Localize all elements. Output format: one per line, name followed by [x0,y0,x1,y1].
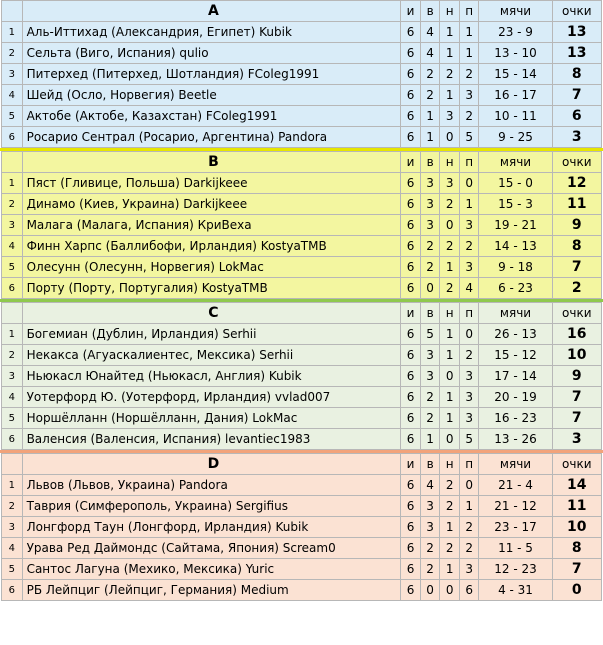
points-cell: 2 [552,278,601,299]
wins-cell: 4 [420,43,440,64]
position-cell: 6 [2,429,23,450]
games-cell: 6 [401,127,421,148]
table-row [2,257,602,278]
points-cell: 16 [552,324,601,345]
team-cell: Урава Ред Даймондс (Сайтама, Япония) Scream0 [22,538,401,559]
column-header-losses: п [459,454,479,475]
draws-cell: 0 [440,580,460,601]
games-cell: 6 [401,278,421,299]
goals-cell: 6 - 23 [479,278,552,299]
games-cell: 6 [401,345,421,366]
column-header-draws: н [440,152,460,173]
goals-cell: 15 - 0 [479,173,552,194]
table-row [2,64,602,85]
group-name: A [22,1,401,22]
column-header-draws: н [440,303,460,324]
wins-cell: 2 [420,538,440,559]
column-header-losses: п [459,152,479,173]
points-cell: 13 [552,43,601,64]
losses-cell: 3 [459,387,479,408]
goals-cell: 15 - 14 [479,64,552,85]
position-cell: 6 [2,278,23,299]
team-cell: Олесунн (Олесунн, Норвегия) LokMac [22,257,401,278]
points-cell: 0 [552,580,601,601]
points-cell: 8 [552,64,601,85]
points-cell: 12 [552,173,601,194]
column-header-losses: п [459,1,479,22]
goals-cell: 14 - 13 [479,236,552,257]
goals-cell: 19 - 21 [479,215,552,236]
points-cell: 13 [552,22,601,43]
wins-cell: 2 [420,85,440,106]
table-row [2,408,602,429]
losses-cell: 0 [459,324,479,345]
position-cell: 2 [2,43,23,64]
wins-cell: 1 [420,106,440,127]
goals-cell: 17 - 14 [479,366,552,387]
losses-cell: 3 [459,85,479,106]
group-name: B [22,152,401,173]
games-cell: 6 [401,580,421,601]
header-blank-cell [2,152,23,173]
goals-cell: 15 - 3 [479,194,552,215]
position-cell: 1 [2,173,23,194]
games-cell: 6 [401,559,421,580]
wins-cell: 2 [420,387,440,408]
table-row [2,387,602,408]
position-cell: 1 [2,22,23,43]
losses-cell: 6 [459,580,479,601]
losses-cell: 1 [459,496,479,517]
table-row [2,559,602,580]
points-cell: 9 [552,366,601,387]
wins-cell: 3 [420,215,440,236]
draws-cell: 1 [440,85,460,106]
wins-cell: 3 [420,366,440,387]
draws-cell: 2 [440,64,460,85]
games-cell: 6 [401,366,421,387]
points-cell: 7 [552,257,601,278]
draws-cell: 1 [440,408,460,429]
draws-cell: 2 [440,194,460,215]
draws-cell: 0 [440,429,460,450]
wins-cell: 2 [420,257,440,278]
wins-cell: 4 [420,22,440,43]
losses-cell: 4 [459,278,479,299]
position-cell: 2 [2,496,23,517]
games-cell: 6 [401,429,421,450]
table-row [2,215,602,236]
points-cell: 9 [552,215,601,236]
table-row [2,345,602,366]
draws-cell: 1 [440,257,460,278]
table-row [2,429,602,450]
position-cell: 5 [2,257,23,278]
position-cell: 6 [2,580,23,601]
games-cell: 6 [401,194,421,215]
header-blank-cell [2,1,23,22]
column-header-draws: н [440,454,460,475]
group-name: D [22,454,401,475]
wins-cell: 2 [420,236,440,257]
column-header-games: и [401,454,421,475]
points-cell: 6 [552,106,601,127]
group-header-row [2,152,602,173]
team-cell: Лонгфорд Таун (Лонгфорд, Ирландия) Kubik [22,517,401,538]
team-cell: Уотерфорд Ю. (Уотерфорд, Ирландия) vvlad007 [22,387,401,408]
position-cell: 6 [2,127,23,148]
column-header-points: очки [552,303,601,324]
points-cell: 10 [552,517,601,538]
team-cell: Таврия (Симферополь, Украина) Sergifius [22,496,401,517]
draws-cell: 3 [440,173,460,194]
points-cell: 11 [552,496,601,517]
table-row [2,580,602,601]
table-row [2,22,602,43]
draws-cell: 2 [440,236,460,257]
team-cell: Норшёлланн (Норшёлланн, Дания) LokMac [22,408,401,429]
group-table-d [1,453,602,601]
column-header-wins: в [420,454,440,475]
games-cell: 6 [401,43,421,64]
position-cell: 2 [2,194,23,215]
losses-cell: 2 [459,538,479,559]
position-cell: 1 [2,324,23,345]
group-name: C [22,303,401,324]
games-cell: 6 [401,496,421,517]
column-header-points: очки [552,454,601,475]
draws-cell: 1 [440,517,460,538]
games-cell: 6 [401,22,421,43]
team-cell: Валенсия (Валенсия, Испания) levantiec1983 [22,429,401,450]
draws-cell: 1 [440,324,460,345]
table-row [2,475,602,496]
table-row [2,324,602,345]
table-row [2,85,602,106]
column-header-points: очки [552,1,601,22]
position-cell: 5 [2,559,23,580]
points-cell: 3 [552,127,601,148]
draws-cell: 1 [440,22,460,43]
games-cell: 6 [401,475,421,496]
team-cell: Питерхед (Питерхед, Шотландия) FColeg1991 [22,64,401,85]
wins-cell: 3 [420,496,440,517]
games-cell: 6 [401,64,421,85]
position-cell: 4 [2,387,23,408]
goals-cell: 23 - 9 [479,22,552,43]
losses-cell: 3 [459,559,479,580]
team-cell: РБ Лейпциг (Лейпциг, Германия) Medium [22,580,401,601]
goals-cell: 21 - 4 [479,475,552,496]
wins-cell: 5 [420,324,440,345]
goals-cell: 16 - 17 [479,85,552,106]
points-cell: 7 [552,559,601,580]
group-table-a [1,0,602,148]
wins-cell: 2 [420,408,440,429]
points-cell: 7 [552,408,601,429]
points-cell: 8 [552,538,601,559]
group-header-row [2,1,602,22]
goals-cell: 23 - 17 [479,517,552,538]
position-cell: 3 [2,215,23,236]
wins-cell: 0 [420,278,440,299]
position-cell: 3 [2,64,23,85]
draws-cell: 2 [440,278,460,299]
draws-cell: 0 [440,215,460,236]
draws-cell: 1 [440,345,460,366]
draws-cell: 0 [440,366,460,387]
team-cell: Динамо (Киев, Украина) Darkijkeee [22,194,401,215]
wins-cell: 3 [420,517,440,538]
points-cell: 7 [552,387,601,408]
losses-cell: 2 [459,345,479,366]
team-cell: Львов (Львов, Украина) Pandora [22,475,401,496]
points-cell: 10 [552,345,601,366]
games-cell: 6 [401,538,421,559]
team-cell: Росарио Сентрал (Росарио, Аргентина) Pandora [22,127,401,148]
draws-cell: 2 [440,475,460,496]
team-cell: Шейд (Осло, Норвегия) Beetle [22,85,401,106]
team-cell: Богемиан (Дублин, Ирландия) Serhii [22,324,401,345]
team-cell: Ньюкасл Юнайтед (Ньюкасл, Англия) Kubik [22,366,401,387]
losses-cell: 0 [459,173,479,194]
losses-cell: 2 [459,106,479,127]
position-cell: 5 [2,106,23,127]
table-row [2,278,602,299]
points-cell: 11 [552,194,601,215]
table-row [2,236,602,257]
goals-cell: 9 - 25 [479,127,552,148]
wins-cell: 3 [420,173,440,194]
table-row [2,538,602,559]
table-row [2,517,602,538]
column-header-wins: в [420,303,440,324]
group-table-b [1,151,602,299]
draws-cell: 1 [440,559,460,580]
table-row [2,194,602,215]
goals-cell: 15 - 12 [479,345,552,366]
losses-cell: 3 [459,257,479,278]
draws-cell: 2 [440,538,460,559]
games-cell: 6 [401,236,421,257]
column-header-goals: мячи [479,152,552,173]
table-row [2,173,602,194]
position-cell: 4 [2,538,23,559]
wins-cell: 2 [420,64,440,85]
team-cell: Сантос Лагуна (Мехико, Мексика) Yuric [22,559,401,580]
wins-cell: 3 [420,194,440,215]
wins-cell: 0 [420,580,440,601]
losses-cell: 2 [459,236,479,257]
position-cell: 3 [2,517,23,538]
goals-cell: 10 - 11 [479,106,552,127]
column-header-wins: в [420,152,440,173]
losses-cell: 1 [459,43,479,64]
column-header-games: и [401,303,421,324]
position-cell: 5 [2,408,23,429]
losses-cell: 5 [459,429,479,450]
header-blank-cell [2,454,23,475]
draws-cell: 3 [440,106,460,127]
column-header-losses: п [459,303,479,324]
column-header-points: очки [552,152,601,173]
table-row [2,106,602,127]
goals-cell: 20 - 19 [479,387,552,408]
table-row [2,127,602,148]
games-cell: 6 [401,106,421,127]
points-cell: 7 [552,85,601,106]
games-cell: 6 [401,257,421,278]
column-header-goals: мячи [479,1,552,22]
games-cell: 6 [401,85,421,106]
position-cell: 1 [2,475,23,496]
losses-cell: 3 [459,408,479,429]
games-cell: 6 [401,517,421,538]
team-cell: Некакса (Агуаскалиентес, Мексика) Serhii [22,345,401,366]
column-header-goals: мячи [479,303,552,324]
points-cell: 8 [552,236,601,257]
position-cell: 4 [2,236,23,257]
team-cell: Актобе (Актобе, Казахстан) FColeg1991 [22,106,401,127]
team-cell: Порту (Порту, Португалия) KostyaTMB [22,278,401,299]
wins-cell: 2 [420,559,440,580]
team-cell: Пяст (Гливице, Польша) Darkijkeee [22,173,401,194]
losses-cell: 2 [459,64,479,85]
column-header-games: и [401,152,421,173]
games-cell: 6 [401,408,421,429]
draws-cell: 1 [440,387,460,408]
position-cell: 4 [2,85,23,106]
goals-cell: 13 - 26 [479,429,552,450]
goals-cell: 26 - 13 [479,324,552,345]
column-header-games: и [401,1,421,22]
table-row [2,496,602,517]
games-cell: 6 [401,324,421,345]
column-header-wins: в [420,1,440,22]
goals-cell: 13 - 10 [479,43,552,64]
wins-cell: 4 [420,475,440,496]
goals-cell: 11 - 5 [479,538,552,559]
losses-cell: 5 [459,127,479,148]
draws-cell: 2 [440,496,460,517]
group-table-c [1,302,602,450]
games-cell: 6 [401,387,421,408]
losses-cell: 3 [459,366,479,387]
losses-cell: 3 [459,215,479,236]
column-header-goals: мячи [479,454,552,475]
goals-cell: 4 - 31 [479,580,552,601]
goals-cell: 12 - 23 [479,559,552,580]
draws-cell: 0 [440,127,460,148]
losses-cell: 1 [459,22,479,43]
goals-cell: 16 - 23 [479,408,552,429]
wins-cell: 1 [420,429,440,450]
team-cell: Сельта (Виго, Испания) qulio [22,43,401,64]
games-cell: 6 [401,173,421,194]
games-cell: 6 [401,215,421,236]
header-blank-cell [2,303,23,324]
points-cell: 14 [552,475,601,496]
column-header-draws: н [440,1,460,22]
team-cell: Малага (Малага, Испания) КриВеха [22,215,401,236]
position-cell: 2 [2,345,23,366]
group-header-row [2,454,602,475]
losses-cell: 2 [459,517,479,538]
losses-cell: 0 [459,475,479,496]
goals-cell: 9 - 18 [479,257,552,278]
group-header-row [2,303,602,324]
team-cell: Аль-Иттихад (Александрия, Египет) Kubik [22,22,401,43]
losses-cell: 1 [459,194,479,215]
table-row [2,366,602,387]
position-cell: 3 [2,366,23,387]
team-cell: Финн Харпс (Баллибофи, Ирландия) KostyaTMB [22,236,401,257]
goals-cell: 21 - 12 [479,496,552,517]
wins-cell: 1 [420,127,440,148]
points-cell: 3 [552,429,601,450]
table-row [2,43,602,64]
wins-cell: 3 [420,345,440,366]
draws-cell: 1 [440,43,460,64]
